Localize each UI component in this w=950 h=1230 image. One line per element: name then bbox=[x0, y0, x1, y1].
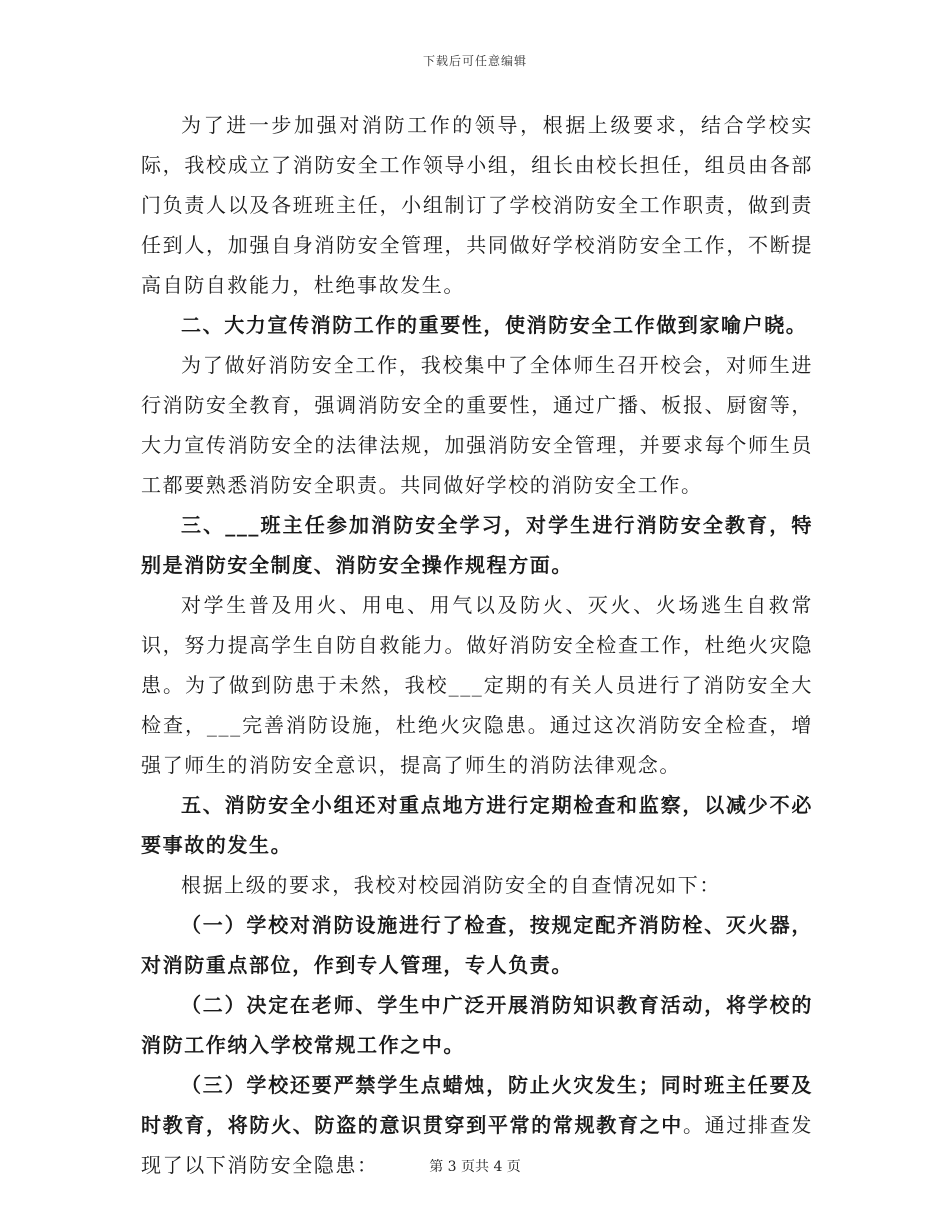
document-body bbox=[141, 105, 813, 1185]
item-3-normal-text: 。通过排查发现了以下消防安全隐患： bbox=[141, 1113, 813, 1177]
page-header: 下载后可任意编辑 bbox=[422, 54, 527, 68]
paragraph-education: 对学生普及用火、用电、用气以及防火、灭火、火场逃生自救常识，努力提高学生自防自救能力。做好消防安全检查工作，杜绝火灾隐患。为了做到防患于未然，我校___定期的有关人员进行了消防安全大检查，___完善消防设施，杜绝火灾隐患。通过这次消防安全检查，增强了师生的消防安全意识，提高了师生的消防法律观念。 bbox=[141, 593, 813, 777]
paragraph-self-inspection-intro: 根据上级的要求，我校对校园消防安全的自查情况如下： bbox=[181, 873, 721, 897]
heading-section-5: 五、消防安全小组还对重点地方进行定期检查和监察，以减少不必要事故的发生。 bbox=[141, 793, 813, 857]
page-number: 第 3 页共 4 页 bbox=[429, 1159, 521, 1175]
heading-section-3: 三、___班主任参加消防安全学习，对学生进行消防安全教育，特别是消防安全制度、消防安全操作规程方面。 bbox=[141, 513, 813, 577]
paragraph-publicity: 为了做好消防安全工作，我校集中了全体师生召开校会，对师生进行消防安全教育，强调消防安全的重要性，通过广播、板报、厨窗等，大力宣传消防安全的法律法规，加强消防安全管理，并要求每个师生员工都要熟悉消防安全职责。共同做好学校的消防安全工作。 bbox=[141, 353, 813, 497]
item-1-facilities: （一）学校对消防设施进行了检查，按规定配齐消防栓、灭火器，对消防重点部位，作到专人管理，专人负责。 bbox=[141, 913, 813, 977]
item-2-education: （二）决定在老师、学生中广泛开展消防知识教育活动，将学校的消防工作纳入学校常规工作之中。 bbox=[141, 993, 813, 1057]
paragraph-leadership: 为了进一步加强对消防工作的领导，根据上级要求，结合学校实际，我校成立了消防安全工作领导小组，组长由校长担任，组员由各部门负责人以及各班班主任，小组制订了学校消防安全工作职责，做到责任到人，加强自身消防安全管理，共同做好学校消防安全工作，不断提高自防自救能力，杜绝事故发生。 bbox=[141, 113, 813, 297]
heading-section-2: 二、大力宣传消防工作的重要性，使消防安全工作做到家喻户晓。 bbox=[181, 313, 808, 337]
item-3-bold-text: （三）学校还要严禁学生点蜡烛，防止火灾发生；同时班主任要及时教育，将防火、防盗的意识贯穿到平常的常规教育之中 bbox=[141, 1073, 813, 1137]
